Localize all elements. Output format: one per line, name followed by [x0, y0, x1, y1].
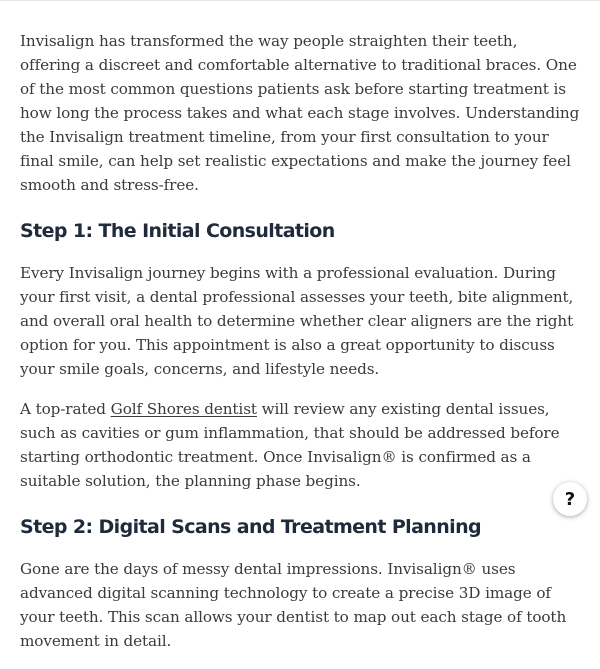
step2-paragraph-1: Gone are the days of messy dental impressions. Invisalign® uses advanced digital scanning technology to create a precise 3D image of your teeth. This scan allows your dentist to map out each stage of tooth movement in detail.: [20, 560, 567, 650]
question-mark-icon: ?: [564, 488, 576, 510]
step1-paragraph-2: [20, 397, 580, 493]
step1-heading: Step 1: The Initial Consultation: [20, 220, 335, 242]
intro-paragraph: Invisalign has transformed the way people straighten their teeth, offering a discreet and comfortable alternative to traditional braces. One of the most common questions patients ask before starting treatment is how long the process takes and what each stage involves. Understanding the Invisalign treatment timeline, from your first consultation to your final smile, can help set realistic expectations and make the journey feel smooth and stress-free.: [20, 32, 580, 194]
step2-heading: Step 2: Digital Scans and Treatment Planning: [20, 516, 482, 538]
article-body: [20, 29, 580, 669]
golf-shores-dentist-link[interactable]: Golf Shores dentist: [110, 400, 257, 418]
help-button[interactable]: [553, 482, 587, 516]
step1-paragraph-1: Every Invisalign journey begins with a professional evaluation. During your first visit, a dental professional assesses your teeth, bite alignment, and overall oral health to determine whether clear aligners are the right option for you. This appointment is also a great opportunity to discuss your smile goals, concerns, and lifestyle needs.: [20, 264, 574, 378]
top-divider: [0, 0, 600, 1]
step1-paragraph-2-before: A top-rated: [20, 400, 111, 418]
step1-paragraph-2-after: will review any existing dental issues, such as cavities or gum inflammation, that should be addressed before starting orthodontic treatment. Once Invisalign® is confirmed as a suitable solution, the planning phase begins.: [20, 400, 560, 490]
